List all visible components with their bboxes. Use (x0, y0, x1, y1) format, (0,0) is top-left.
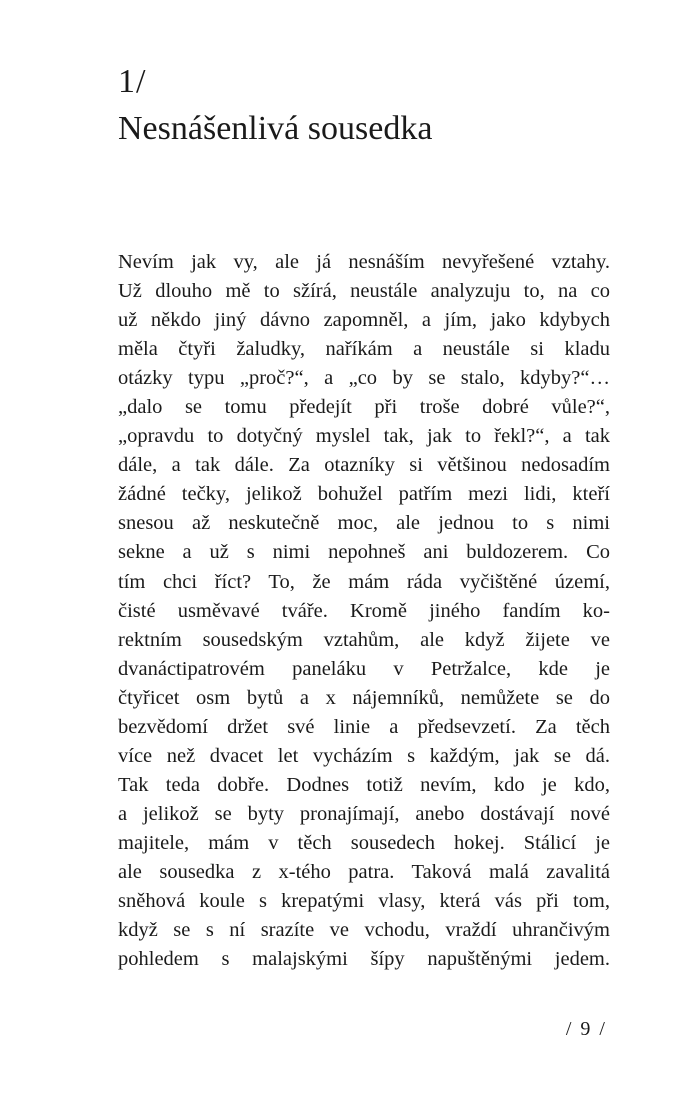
body-line: čtyřicet osm bytů a x nájemníků, nemůžete se do (118, 686, 610, 709)
body-line: bezvědomí držet své linie a předsevzetí. Za těch (118, 715, 610, 738)
body-line: pohledem s malajskými šípy napuštěnými jedem. (118, 948, 610, 971)
body-line: snesou až neskutečně moc, ale jednou to s nimi (118, 512, 610, 535)
body-line: sněhová koule s krepatými vlasy, která vás při tom, (118, 890, 610, 913)
body-line: Už dlouho mě to sžírá, neustále analyzuju to, na co (118, 280, 610, 303)
body-line: ale sousedka z x-tého patra. Taková malá zavalitá (118, 860, 610, 883)
body-line: více než dvacet let vycházím s každým, jak se dá. (118, 744, 610, 767)
body-line: čisté usměvavé tváře. Kromě jiného fandím ko- (118, 599, 610, 622)
chapter-number: 1/ (118, 63, 147, 100)
body-line: tím chci říct? To, že mám ráda vyčištěné území, (118, 570, 610, 593)
body-line: otázky typu „proč?“, a „co by se stalo, kdyby?“… (118, 367, 610, 390)
chapter-title: Nesnášenlivá sousedka (118, 110, 433, 147)
body-text (118, 248, 610, 974)
page-number: / 9 / (565, 1018, 607, 1040)
body-line: rektním sousedským vztahům, ale když žijete ve (118, 628, 610, 651)
body-line: sekne a už s nimi nepohneš ani buldozerem. Co (118, 541, 610, 564)
body-line: „dalo se tomu předejít při troše dobré vůle?“, (118, 396, 610, 419)
body-line: Nevím jak vy, ale já nesnáším nevyřešené vztahy. (118, 251, 610, 273)
body-line: když se s ní srazíte ve vchodu, vraždí uhrančivým (118, 919, 610, 942)
body-line: a jelikož se byty pronajímají, anebo dostávají nové (118, 802, 610, 825)
body-line: už někdo jiný dávno zapomněl, a jím, jako kdybych (118, 309, 610, 332)
body-line: „opravdu to dotyčný myslel tak, jak to řekl?“, a tak (118, 425, 610, 448)
body-line: dále, a tak dále. Za otazníky si většinou nedosadím (118, 454, 610, 477)
body-line: měla čtyři žaludky, naříkám a neustále si kladu (118, 338, 610, 361)
body-line: dvanáctipatrovém paneláku v Petržalce, kde je (118, 657, 610, 680)
body-line: Tak teda dobře. Dodnes totiž nevím, kdo je kdo, (118, 773, 610, 796)
body-line: majitele, mám v těch sousedech hokej. Stálicí je (118, 831, 610, 854)
body-line: žádné tečky, jelikož bohužel patřím mezi lidi, kteří (118, 483, 610, 506)
